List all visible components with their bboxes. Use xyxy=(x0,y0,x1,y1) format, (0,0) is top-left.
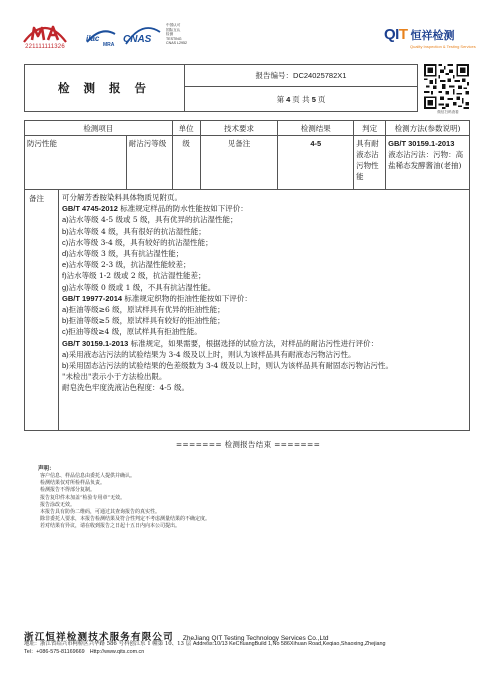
statement-item: 除非委托人要求，本报告检测结果及符合性判定不考虑测量结果的不确定度。 xyxy=(40,516,211,523)
page-prefix: 第 xyxy=(276,94,285,104)
col-header-item: 检测项目 xyxy=(25,121,173,136)
cnas-accreditation-text xyxy=(166,23,206,46)
cell-unit: 级 xyxy=(172,136,200,190)
statement-item: 报告涂改无效。 xyxy=(40,501,76,508)
cnas-line: 国际互认 xyxy=(166,27,181,32)
results-table xyxy=(24,120,470,190)
page-mid: 页 共 xyxy=(292,94,310,104)
statement-item: 本报告具有防伪二维码，可通过其查询报告的真实性。 xyxy=(40,509,161,516)
ilac-mra-logo xyxy=(84,24,118,48)
notes-label: 备注 xyxy=(29,194,44,203)
note-line: GB/T 30159.1-2013 标准规定，如果需要，根据选择的试验方法，对样品的耐沾污性进行评价： xyxy=(62,338,379,348)
statement-title: 声明： xyxy=(38,466,55,472)
qit-name: 恒祥检测 xyxy=(410,28,455,42)
note-line: g)沾水等级 0 级或 1 级，不具有抗沾湿性能。 xyxy=(62,282,216,292)
note-line: d)沾水等级 3 级，具有抗沾湿性能； xyxy=(62,249,184,259)
report-number: DC24025782X1 xyxy=(293,71,347,80)
statement-list xyxy=(40,473,400,531)
page-suffix: 页 xyxy=(317,94,326,104)
note-line: b)沾水等级 4 级，具有很好的抗沾湿性能； xyxy=(62,226,206,236)
address-cn: 地址：浙江省绍兴市柯桥区兴华路 586 号科创江东 1 幢第 10、13 层 xyxy=(24,641,192,647)
ma-logo-mark xyxy=(22,20,68,44)
cell-sub-item: 耐沾污等级 xyxy=(126,136,172,190)
notes-body xyxy=(58,190,468,430)
note-line: b)拒油等级≥5 级，原试样具有较好的拒油性能； xyxy=(62,316,225,326)
ma-logo xyxy=(22,20,68,50)
note-line: a)采用液态沾污法的试验结果为 3-4 级及以上时，则认为该样品具有耐液态污物沾污性。 xyxy=(62,349,356,359)
page-total: 5 xyxy=(311,94,316,104)
statement-item: 检测报告不得部分复制。 xyxy=(40,487,96,494)
table-header-row xyxy=(25,121,470,136)
qr-caption: 微信扫码查看 xyxy=(437,110,459,114)
qit-mark: QIT xyxy=(384,26,408,43)
cell-method xyxy=(386,136,470,190)
cnas-line: CNAS L2952 xyxy=(166,41,187,46)
method-description: 液态沾污法：污物：高盐稀态发酵酱油(老抽) xyxy=(388,150,464,170)
col-header-judgement: 判定 xyxy=(354,121,386,136)
svg-text:MRA: MRA xyxy=(103,42,115,48)
statement-item: 客户信息、样品信息由委托人提供并确认。 xyxy=(40,473,136,479)
cnas-line: 检测 xyxy=(166,32,174,37)
note-line: GB/T 19977-2014 标准规定织物的拒油性能按如下评价： xyxy=(62,293,252,303)
cnas-logo xyxy=(122,24,162,48)
table-row xyxy=(25,136,470,190)
qit-tagline: Quality Inspection & Testing Services xyxy=(410,44,476,49)
note-line: 耐皂洗色牢度洗液沾色程度：4-5 级。 xyxy=(62,383,189,393)
note-line: c)沾水等级 3-4 级，具有较好的抗沾湿性能； xyxy=(62,237,213,247)
note-line: c)拒油等级≥4 级，原试样具有拒油性能。 xyxy=(62,327,202,337)
cnas-line: 中国认可 xyxy=(166,23,181,27)
statement-item: 若对结果有异议，请在收到报告之日起十五日内向本公司提出。 xyxy=(40,523,181,530)
note-line: GB/T 4745-2012 标准规定样品的防水性能按如下评价： xyxy=(62,204,248,214)
cell-item: 防污性能 xyxy=(25,136,127,190)
method-standard: GB/T 30159.1-2013 xyxy=(388,139,455,148)
company-name-en: ZheJiang QIT Testing Technology Services Co.,Ltd xyxy=(182,635,329,642)
cell-requirement: 见备注 xyxy=(200,136,278,190)
note-line: a)拒油等级≥6 级，原试样具有优异的拒油性能； xyxy=(62,305,225,315)
col-header-unit: 单位 xyxy=(172,121,200,136)
page-count-row xyxy=(185,87,417,111)
col-header-result: 检测结果 xyxy=(278,121,354,136)
statement-item: 检测结果仅对所检样品负责。 xyxy=(40,480,106,487)
page-current: 4 xyxy=(286,94,291,104)
col-header-method: 检测方法(参数说明) xyxy=(386,121,470,136)
company-name-cn: 浙江恒祥检测技术服务有限公司 xyxy=(24,632,174,643)
note-line: "未检出"表示小于方法检出限。 xyxy=(62,372,167,382)
svg-text:CNAS: CNAS xyxy=(123,34,152,45)
report-title: 检 测 报 告 xyxy=(25,65,185,111)
cell-judgement: 具有耐液态沾污物性能 xyxy=(354,136,386,190)
col-header-requirement: 技术要求 xyxy=(200,121,278,136)
report-number-row xyxy=(185,65,417,87)
report-end-marker: ======= 检测报告结束 ======= xyxy=(175,440,321,449)
cnas-line: TESTING xyxy=(166,36,182,41)
note-line: b)采用固态沾污法的试验结果的色差级数为 3-4 级及以上时，则认为该样品具有耐固态污物沾污性。 xyxy=(62,361,394,371)
footer-web[interactable]: Http://www.qits.com.cn xyxy=(89,649,145,655)
note-line: 可分解芳香胺染料具体物质见附页。 xyxy=(62,193,182,202)
footer-tel: Tel：+086-575-81169669 xyxy=(24,649,85,655)
ma-number: 221111111326 xyxy=(25,44,65,50)
address-en: Address:10/13 KeChuangBuild 1,No 586Xihuan Road,Keqiao,Shaoxing,Zhejiang xyxy=(192,641,386,647)
statement-item: 报告复印件未加盖“检验专用章”无效。 xyxy=(40,494,126,501)
footer-address xyxy=(24,640,494,656)
qr-code-icon xyxy=(424,64,469,109)
note-line: f)沾水等级 1-2 级或 2 级，抗沾湿性能差； xyxy=(62,271,206,281)
report-number-label: 报告编号： xyxy=(255,71,294,80)
cell-result: 4-5 xyxy=(278,136,354,190)
notes-box xyxy=(24,190,470,431)
qit-logo xyxy=(384,26,476,49)
report-header-box xyxy=(24,64,418,112)
note-line: e)沾水等级 2-3 级，抗沾湿性能较差； xyxy=(62,260,191,270)
note-line: a)沾水等级 4-5 级或 5 级，具有优异的抗沾湿性能； xyxy=(62,215,238,225)
svg-text:ilac: ilac xyxy=(86,34,100,43)
